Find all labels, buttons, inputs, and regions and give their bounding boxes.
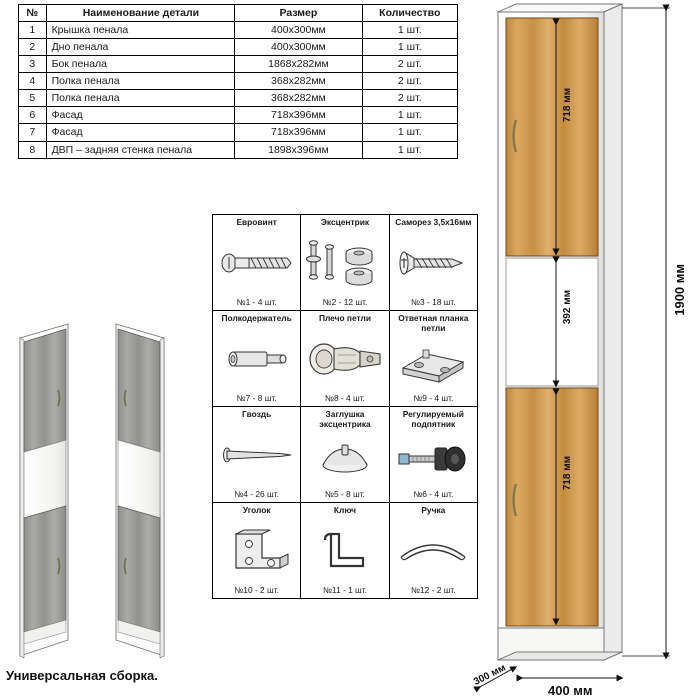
dim-top-door-height: 718 мм xyxy=(562,88,573,123)
adjustable-foot-icon xyxy=(392,429,475,489)
hardware-item xyxy=(213,503,301,599)
hardware-title: Ручка xyxy=(421,505,446,515)
table-row xyxy=(19,73,458,90)
handle-icon xyxy=(392,516,475,586)
header-part-name: Наименование детали xyxy=(46,5,235,22)
cell-part-name: Полка пенала xyxy=(46,90,235,107)
cell-part-name: Фасад xyxy=(46,124,235,141)
cell-number: 5 xyxy=(19,90,47,107)
cell-part-name: ДВП – задняя стенка пенала xyxy=(46,141,235,158)
hinge-plate-icon xyxy=(392,333,475,393)
hardware-item xyxy=(301,311,389,407)
hardware-title: Уголок xyxy=(242,505,271,515)
cell-size: 1898х396мм xyxy=(235,141,362,158)
hardware-quantity: №3 - 18 шт. xyxy=(410,296,456,307)
hardware-quantity: №8 - 4 шт. xyxy=(324,392,365,403)
hardware-title: Заглушка эксцентрика xyxy=(319,409,371,429)
hinge-arm-icon xyxy=(303,324,386,394)
hardware-item xyxy=(390,407,478,503)
dim-bottom-door-height: 718 мм xyxy=(562,456,573,491)
hardware-title: Ключ xyxy=(333,505,357,515)
hardware-quantity: №4 - 26 шт. xyxy=(234,488,279,499)
hardware-item xyxy=(301,215,389,311)
cell-size: 400х300мм xyxy=(235,39,362,56)
dim-total-height: 1900 мм xyxy=(672,264,687,316)
header-number: № xyxy=(19,5,47,22)
hardware-quantity: №5 - 8 шт. xyxy=(324,488,365,499)
cell-part-name: Бок пенала xyxy=(46,56,235,73)
table-row xyxy=(19,56,458,73)
allen-key-icon xyxy=(303,516,386,586)
cell-size: 718х396мм xyxy=(235,107,362,124)
dim-depth: 300 мм xyxy=(472,662,508,688)
cell-quantity: 1 шт. xyxy=(362,124,457,141)
grey-cabinet-left xyxy=(20,324,68,658)
hardware-grid xyxy=(212,214,478,599)
cell-quantity: 2 шт. xyxy=(362,56,457,73)
hardware-quantity: №12 - 2 шт. xyxy=(410,584,456,595)
shelf-support-icon xyxy=(215,324,298,394)
hardware-item xyxy=(390,311,478,407)
cell-size: 718х396мм xyxy=(235,124,362,141)
nail-icon xyxy=(215,420,298,490)
cell-part-name: Фасад xyxy=(46,107,235,124)
hardware-quantity: №2 - 12 шт. xyxy=(322,296,368,307)
cell-number: 2 xyxy=(19,39,47,56)
corner-bracket-icon xyxy=(215,516,298,586)
cell-number: 8 xyxy=(19,141,47,158)
cam-cap-icon xyxy=(303,429,386,489)
cell-number: 6 xyxy=(19,107,47,124)
hardware-title: Саморез 3,5х16мм xyxy=(395,217,472,227)
cell-part-name: Крышка пенала xyxy=(46,22,235,39)
cell-number: 7 xyxy=(19,124,47,141)
cell-quantity: 1 шт. xyxy=(362,22,457,39)
table-row xyxy=(19,124,458,141)
table-header-row xyxy=(19,5,458,22)
cell-number: 1 xyxy=(19,22,47,39)
hardware-title: Плечо петли xyxy=(318,313,372,323)
cell-number: 3 xyxy=(19,56,47,73)
cam-lock-icon xyxy=(303,228,386,298)
hardware-item xyxy=(301,503,389,599)
hardware-title: Полкодержатель xyxy=(221,313,292,323)
table-row xyxy=(19,22,458,39)
table-row xyxy=(19,90,458,107)
cell-size: 368х282мм xyxy=(235,90,362,107)
cell-size: 1868х282мм xyxy=(235,56,362,73)
table-row xyxy=(19,39,458,56)
hardware-quantity: №1 - 4 шт. xyxy=(236,296,277,307)
hardware-quantity: №11 - 1 шт. xyxy=(322,584,368,595)
cell-quantity: 2 шт. xyxy=(362,73,457,90)
hardware-title: Евровинт xyxy=(236,217,277,227)
confirmat-screw-icon xyxy=(215,228,298,298)
hardware-quantity: №7 - 8 шт. xyxy=(236,392,277,403)
cell-part-name: Дно пенала xyxy=(46,39,235,56)
cell-quantity: 1 шт. xyxy=(362,39,457,56)
grey-cabinet-illustration xyxy=(8,320,204,670)
hardware-title: Регулируемый подпятник xyxy=(402,409,464,429)
hardware-item xyxy=(213,311,301,407)
hardware-quantity: №10 - 2 шт. xyxy=(234,584,279,595)
self-tapping-screw-icon xyxy=(392,228,475,298)
parts-table xyxy=(18,4,458,159)
cell-size: 368х282мм xyxy=(235,73,362,90)
hardware-title: Ответная планка петли xyxy=(398,313,469,333)
hardware-item xyxy=(213,215,301,311)
grey-cabinet-right xyxy=(116,324,164,658)
cell-quantity: 1 шт. xyxy=(362,107,457,124)
dim-width: 400 мм xyxy=(548,683,593,698)
hardware-item xyxy=(213,407,301,503)
table-row xyxy=(19,141,458,158)
hardware-title: Гвоздь xyxy=(242,409,272,419)
cell-quantity: 2 шт. xyxy=(362,90,457,107)
table-row xyxy=(19,107,458,124)
hardware-title: Эксцентрик xyxy=(320,217,370,227)
cell-part-name: Полка пенала xyxy=(46,73,235,90)
hardware-item xyxy=(390,215,478,311)
header-quantity: Количество xyxy=(362,5,457,22)
cell-size: 400х300мм xyxy=(235,22,362,39)
cell-quantity: 1 шт. xyxy=(362,141,457,158)
hardware-item xyxy=(390,503,478,599)
header-size: Размер xyxy=(235,5,362,22)
dim-middle-open-height: 392 мм xyxy=(562,290,573,325)
hardware-quantity: №6 - 4 шт. xyxy=(413,488,454,499)
hardware-item xyxy=(301,407,389,503)
assembly-caption: Универсальная сборка. xyxy=(6,668,158,683)
cell-number: 4 xyxy=(19,73,47,90)
hardware-quantity: №9 - 4 шт. xyxy=(413,392,454,403)
oak-cabinet-illustration xyxy=(470,2,698,698)
